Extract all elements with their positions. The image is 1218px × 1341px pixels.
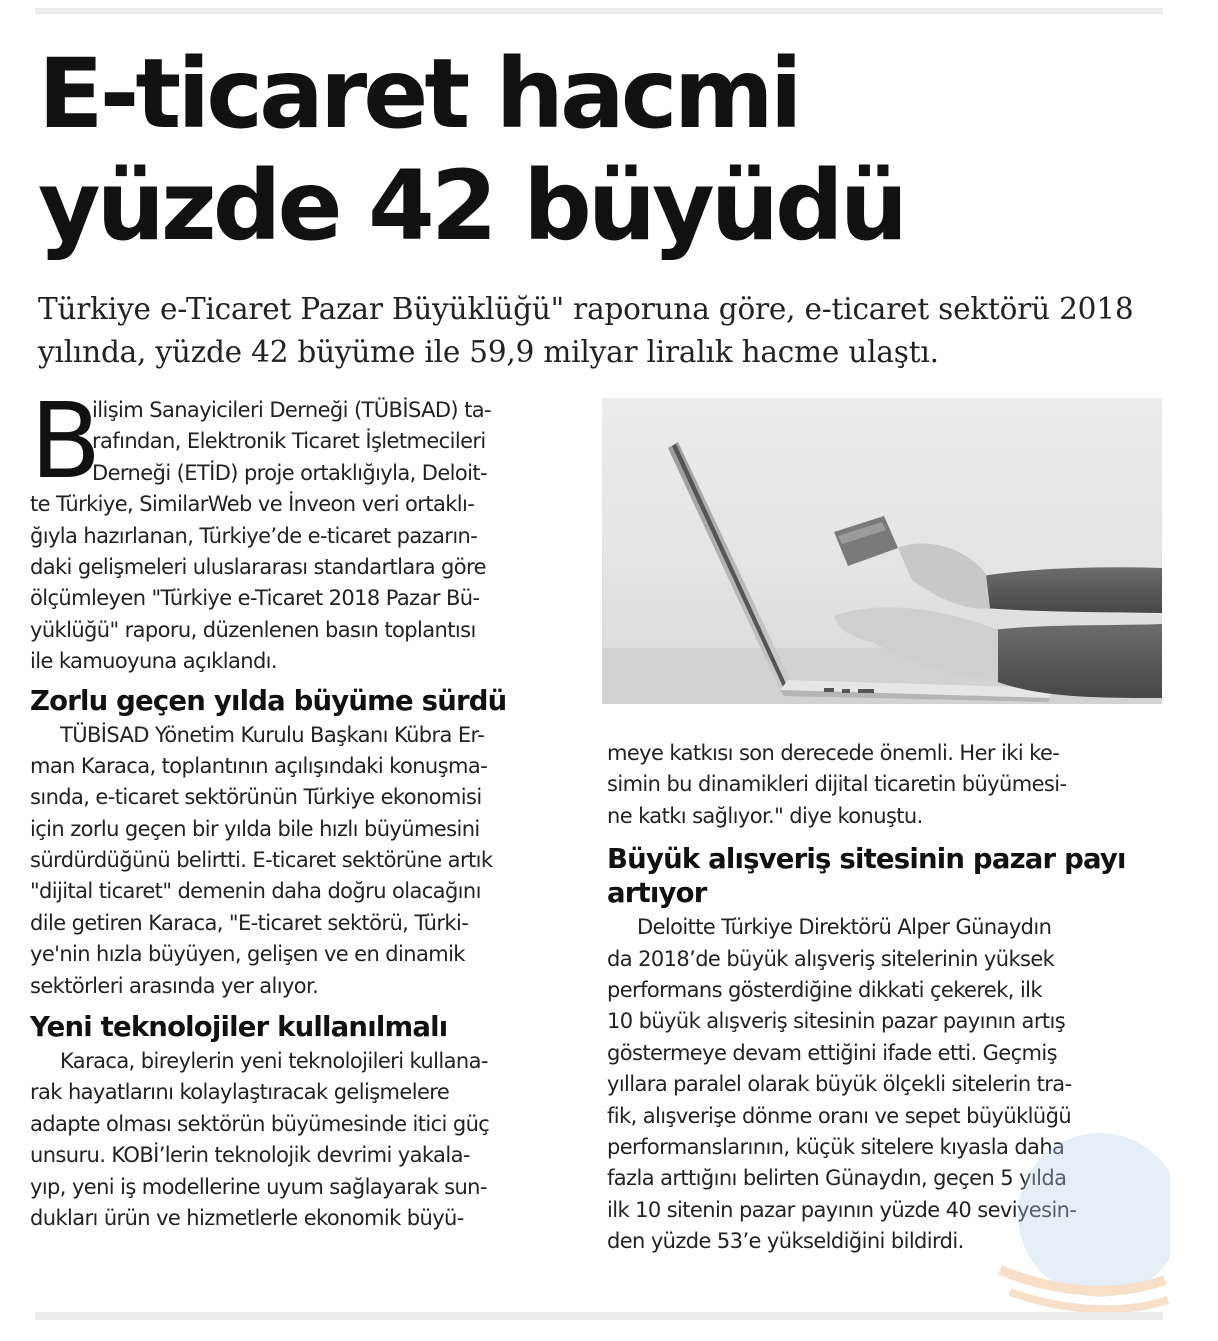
body-line: rak hayatlarını kolaylaştıracak gelişmelere — [30, 1080, 450, 1105]
body-line: TÜBİSAD Yönetim Kurulu Başkanı Kübra Er- — [60, 722, 485, 747]
intro-line: ölçümleyen "Türkiye e-Ticaret 2018 Pazar Bü- — [30, 586, 480, 611]
body-line: unsuru. KOBİ’lerin teknolojik devrimi yakala- — [30, 1143, 470, 1168]
bottom-rule — [35, 1312, 1163, 1320]
body-line: den yüzde 53’e yükseldiğini bildirdi. — [607, 1229, 964, 1254]
headline — [38, 38, 1138, 262]
body-line: 10 büyük alışveriş sitesinin pazar payının artış — [607, 1009, 1066, 1034]
drop-cap: B — [30, 380, 102, 502]
body-line: sürdürdüğünü belirtti. E-ticaret sektörüne artık — [30, 848, 493, 873]
body-line: yıp, yeni iş modellerine uyum sağlayarak sun- — [30, 1174, 487, 1199]
deck-line-1: Türkiye e-Ticaret Pazar Büyüklüğü" raporuna göre, e-ticaret sektörü 2018 — [38, 292, 1134, 326]
body-line: performans gösterdiğine dikkati çekerek, ilk — [607, 977, 1042, 1002]
body-line: da 2018’de büyük alışveriş sitelerinin yüksek — [607, 946, 1055, 971]
body-line: performanslarının, küçük sitelere kıyasla daha — [607, 1134, 1065, 1159]
headline-line-2: yüzde 42 büyüdü — [38, 150, 905, 262]
intro-line: yüklüğü" raporu, düzenlenen basın toplantısı — [30, 617, 476, 642]
body-line: meye katkısı son derecede önemli. Her iki ke- — [607, 741, 1060, 765]
body-line: göstermeye devam ettiğini ifade etti. Geçmiş — [607, 1040, 1057, 1065]
laptop-shopping-illustration — [602, 398, 1162, 704]
continuation-paragraph — [607, 738, 1167, 832]
body-line: man Karaca, toplantının açılışındaki konuşma- — [30, 753, 488, 778]
body-line: "dijital ticaret" demenin daha doğru olacağını — [30, 879, 481, 904]
headline-line-1: E-ticaret hacmi — [38, 38, 799, 150]
intro-line: te Türkiye, SimilarWeb ve İnveon veri ortaklı- — [30, 492, 475, 517]
left-column — [30, 380, 570, 1234]
intro-line: daki gelişmeleri uluslararası standartlara göre — [30, 554, 486, 579]
body-line: Deloitte Türkiye Direktörü Alper Günaydın — [637, 915, 1052, 940]
body-line: simin bu dinamikleri dijital ticaretin büyümesi- — [607, 772, 1067, 797]
body-line: ye'nin hızla büyüyen, gelişen ve en dinamik — [30, 942, 465, 967]
laptop-photo — [602, 398, 1162, 704]
watermark-seal-icon — [990, 1120, 1170, 1320]
top-rule — [35, 8, 1163, 14]
body-line: sektörleri arasında yer alıyor. — [30, 973, 319, 998]
intro-line: rafından, Elektronik Ticaret İşletmecileri — [92, 429, 486, 454]
intro-line: ile kamuoyuna açıklandı. — [30, 649, 277, 674]
intro-paragraph — [30, 380, 570, 678]
technologies-paragraph — [30, 1046, 570, 1234]
intro-line: Derneği (ETİD) proje ortaklığıyla, Deloit- — [92, 460, 488, 485]
body-line: Karaca, bireylerin yeni teknolojileri kullana- — [60, 1049, 488, 1074]
body-line: ilk 10 sitenin pazar payının yüzde 40 seviyesin- — [607, 1197, 1077, 1222]
body-line: fazla arttığını belirten Günaydın, geçen 5 yılda — [607, 1166, 1067, 1191]
deck — [38, 288, 1178, 374]
section-heading-market-share — [607, 842, 1167, 910]
body-line: adapte olması sektörün büyümesinde itici güç — [30, 1111, 490, 1136]
body-line: dukları ürün ve hizmetlerle ekonomik büyü- — [30, 1205, 464, 1230]
section-heading-line-1: Büyük alışveriş sitesinin pazar payı — [607, 843, 1126, 876]
deck-line-2: yılında, yüzde 42 büyüme ile 59,9 milyar liralık hacme ulaştı. — [38, 335, 939, 369]
body-line: ne katkı sağlıyor." diye konuştu. — [607, 803, 923, 828]
intro-line: ilişim Sanayicileri Derneği (TÜBİSAD) ta- — [92, 398, 491, 422]
body-line: sında, e-ticaret sektörünün Türkiye ekonomisi — [30, 785, 482, 810]
section-heading-line-2: artıyor — [607, 877, 707, 910]
growth-paragraph — [30, 720, 570, 1003]
body-line: dile getiren Karaca, "E-ticaret sektörü, Türki- — [30, 910, 469, 935]
body-line: için zorlu geçen bir yılda bile hızlı büyümesini — [30, 816, 480, 841]
intro-line: ğıyla hazırlanan, Türkiye’de e-ticaret pazarın- — [30, 523, 478, 548]
section-heading-technologies: Yeni teknolojiler kullanılmalı — [30, 1011, 448, 1044]
section-heading-growth: Zorlu geçen yılda büyüme sürdü — [30, 684, 507, 717]
body-line: fik, alışverişe dönme oranı ve sepet büyüklüğü — [607, 1103, 1072, 1128]
body-line: yıllara paralel olarak büyük ölçekli sitelerin tra- — [607, 1072, 1072, 1097]
